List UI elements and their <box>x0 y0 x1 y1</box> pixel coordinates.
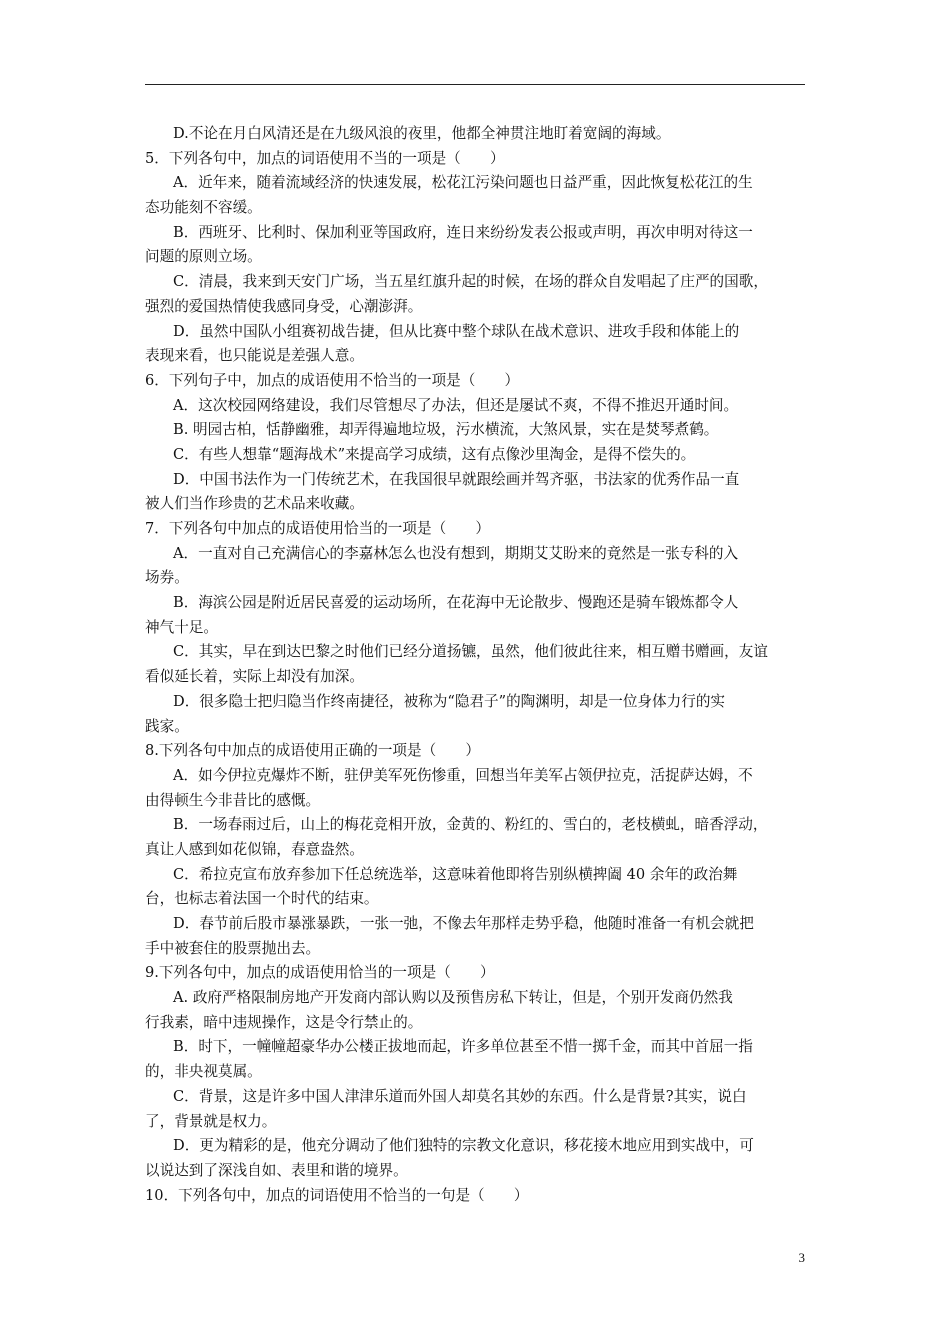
text-line: 了，背景就是权力。 <box>145 1112 277 1130</box>
header-rule <box>145 84 805 85</box>
text-line: C．背景，这是许多中国人津津乐道而外国人却莫名其妙的东西。什么是背景?其实，说白 <box>173 1087 747 1105</box>
text-line: 9.下列各句中，加点的成语使用恰当的一项是（ ） <box>145 964 495 982</box>
text-line: 台，也标志着法国一个时代的结束。 <box>145 890 379 908</box>
text-line: 10．下列各句中，加点的词语使用不恰当的一句是（ ） <box>145 1186 529 1204</box>
text-line: 神气十足。 <box>145 618 218 636</box>
document-body <box>145 122 809 1208</box>
text-line: D.不论在月白风清还是在九级风浪的夜里，他都全神贯注地盯着宽阔的海域。 <box>173 125 671 142</box>
text-line: A．一直对自己充满信心的李嘉林怎么也没有想到，期期艾艾盼来的竟然是一张专科的入 <box>173 544 739 562</box>
text-line: 6．下列句子中，加点的成语使用不恰当的一项是（ ） <box>145 371 520 389</box>
text-line: 以说达到了深浅自如、表里和谐的境界。 <box>145 1161 408 1179</box>
text-line: C．清晨，我来到天安门广场，当五星红旗升起的时候，在场的群众自发唱起了庄严的国歌， <box>173 273 768 291</box>
text-line: 真让人感到如花似锦，春意盎然。 <box>145 840 364 858</box>
text-line: B．一场春雨过后，山上的梅花竞相开放，金黄的、粉红的、雪白的，老枝横虬，暗香浮动， <box>173 816 768 834</box>
text-line: 行我素，暗中违规操作，这是令行禁止的。 <box>145 1013 423 1031</box>
text-line: 践家。 <box>145 717 189 735</box>
text-line: 场券。 <box>145 569 189 587</box>
text-line: D．春节前后股市暴涨暴跌，一张一弛，不像去年那样走势乎稳，他随时准备一有机会就把 <box>173 915 754 932</box>
page-number: 3 <box>798 1250 805 1265</box>
text-line: B. 明园古柏，恬静幽雅，却弄得遍地垃圾，污水横流，大煞风景，实在是焚琴煮鹤。 <box>173 421 719 439</box>
text-line: 7．下列各句中加点的成语使用恰当的一项是（ ） <box>145 520 490 537</box>
text-line: 的，非央视莫属。 <box>145 1063 262 1081</box>
text-line: B．时下，一幢幢超豪华办公楼正拔地而起，许多单位甚至不惜一掷千金，而其中首屈一指 <box>173 1038 753 1056</box>
text-line: B．海滨公园是附近居民喜爱的运动场所，在花海中无论散步、慢跑还是骑车锻炼都令人 <box>173 594 739 612</box>
text-line: A．近年来，随着流域经济的快速发展，松花江污染问题也日益严重，因此恢复松花江的生 <box>173 174 753 192</box>
text-line: 看似延长着，实际上却没有加深。 <box>145 668 364 686</box>
text-line: A. 政府严格限制房地产开发商内部认购以及预售房私下转让，但是，个别开发商仍然我 <box>173 989 733 1007</box>
text-line: D．中国书法作为一门传统艺术，在我国很早就跟绘画并驾齐驱，书法家的优秀作品一直 <box>173 470 740 488</box>
text-line: 手中被套住的股票抛出去。 <box>145 939 321 957</box>
text-line: D．更为精彩的是，他充分调动了他们独特的宗教文化意识，移花接木地应用到实战中，可 <box>173 1137 754 1155</box>
text-line: D．很多隐士把归隐当作终南捷径，被称为“隐君子”的陶渊明，却是一位身体力行的实 <box>173 692 726 710</box>
text-line: C．希拉克宣布放弃参加下任总统选举，这意味着他即将告别纵横捭阖 40 余年的政治舞 <box>173 865 738 883</box>
text-line: 强烈的爱国热情使我感同身受，心潮澎湃。 <box>145 297 423 315</box>
text-line: 问题的原则立场。 <box>145 248 262 266</box>
text-line: D．虽然中国队小组赛初战告捷，但从比赛中整个球队在战术意识、进攻手段和体能上的 <box>173 322 740 340</box>
text-line: 态功能刻不容缓。 <box>145 199 262 217</box>
text-line: C．有些人想靠“题海战术”来提高学习成绩，这有点像沙里淘金，是得不偿失的。 <box>173 445 696 463</box>
text-line: B．西班牙、比利时、保加利亚等国政府，连日来纷纷发表公报或声明，再次申明对待这一 <box>173 223 753 241</box>
text-line: 表现来看，也只能说是差强人意。 <box>145 347 364 365</box>
text-line: 由得顿生今非昔比的感慨。 <box>145 791 321 809</box>
text-line: C．其实，早在到达巴黎之时他们已经分道扬镳，虽然，他们彼此往来，相互赠书赠画，友谊 <box>173 643 768 661</box>
text-line: 8.下列各句中加点的成语使用正确的一项是（ ） <box>145 742 480 760</box>
text-line: A．这次校园网络建设，我们尽管想尽了办法，但还是屡试不爽，不得不推迟开通时间。 <box>173 396 739 414</box>
text-line: 被人们当作珍贵的艺术品来收藏。 <box>145 495 364 513</box>
text-line: 5．下列各句中，加点的词语使用不当的一项是（ ） <box>145 149 505 167</box>
text-line: A．如今伊拉克爆炸不断，驻伊美军死伤惨重，回想当年美军占领伊拉克，活捉萨达姆，不 <box>173 766 753 784</box>
